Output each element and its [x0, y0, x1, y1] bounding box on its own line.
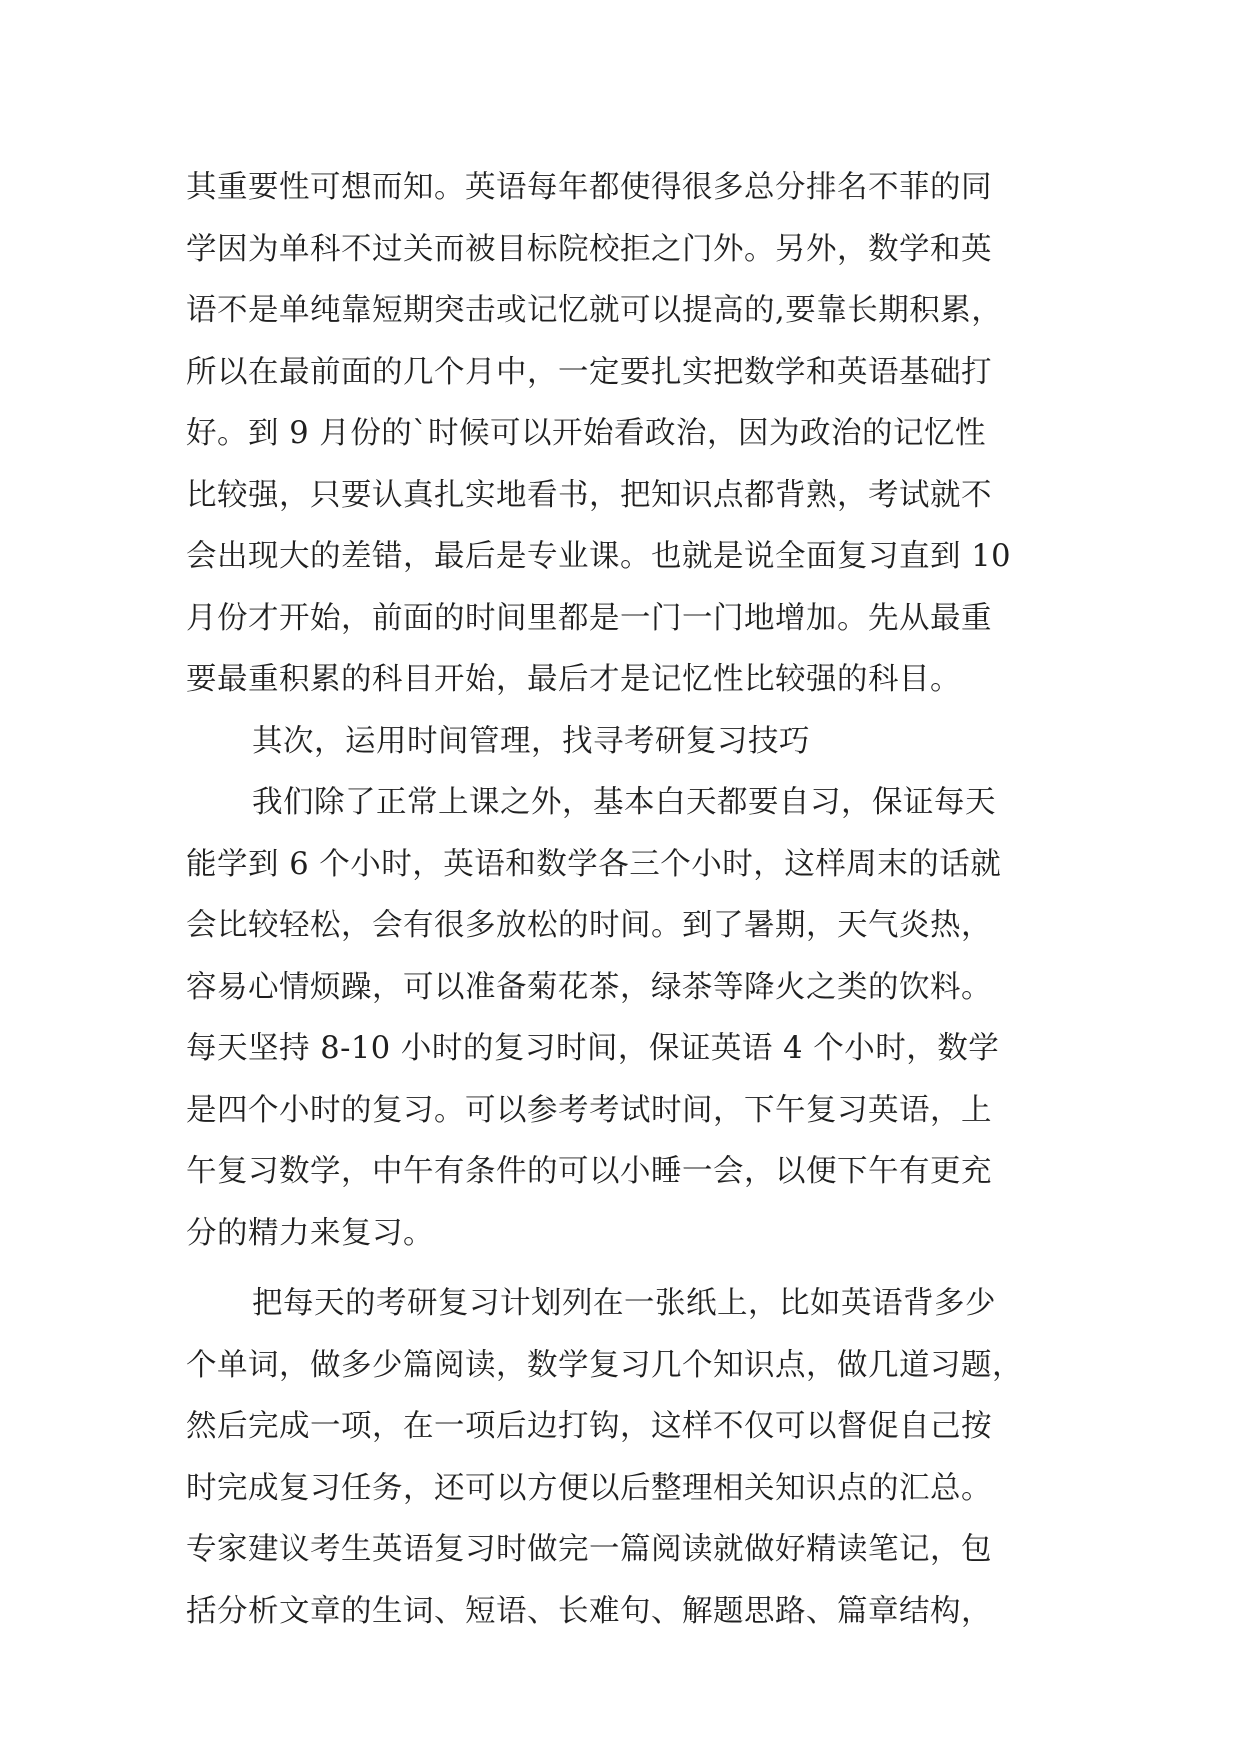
text-line: 要最重积累的科目开始，最后才是记忆性比较强的科目。: [186, 662, 961, 697]
text-line: 会出现大的差错，最后是专业课。也就是说全面复习直到 10: [186, 539, 1012, 574]
text-line: 其次，运用时间管理，找寻考研复习技巧: [252, 723, 810, 759]
text-line: 把每天的考研复习计划列在一张纸上，比如英语背多少: [252, 1286, 996, 1321]
text-line: 能学到 6 个小时，英语和数学各三个小时，这样周末的话就: [186, 846, 1002, 882]
text-line: 会比较轻松，会有很多放松的时间。到了暑期，天气炎热，: [186, 908, 992, 943]
text-line: 月份才开始，前面的时间里都是一门一门地增加。先从最重: [186, 600, 992, 636]
text-line: 每天坚持 8-10 小时的复习时间，保证英语 4 个小时，数学: [186, 1031, 1000, 1066]
text-line: 括分析文章的生词、短语、长难句、解题思路、篇章结构，: [186, 1593, 992, 1629]
text-line: 午复习数学，中午有条件的可以小睡一会，以便下午有更充: [186, 1154, 992, 1189]
text-line: 时完成复习任务，还可以方便以后整理相关知识点的汇总。: [186, 1470, 992, 1506]
text-line: 我们除了正常上课之外，基本白天都要自习，保证每天: [252, 785, 996, 820]
text-line: 是四个小时的复习。可以参考考试时间，下午复习英语，上: [186, 1092, 992, 1128]
text-line: 个单词，做多少篇阅读，数学复习几个知识点，做几道习题，: [186, 1347, 1023, 1383]
text-line: 比较强，只要认真扎实地看书，把知识点都背熟，考试就不: [186, 477, 992, 513]
text-line: 好。到 9 月份的`时候可以开始看政治，因为政治的记忆性: [186, 416, 987, 451]
text-line: 分的精力来复习。: [186, 1215, 434, 1251]
text-line: 其重要性可想而知。英语每年都使得很多总分排名不菲的同: [186, 170, 992, 205]
text-line: 所以在最前面的几个月中，一定要扎实把数学和英语基础打: [186, 354, 992, 390]
text-line: 学因为单科不过关而被目标院校拒之门外。另外，数学和英: [186, 231, 992, 267]
text-line: 语不是单纯靠短期突击或记忆就可以提高的,要靠长期积累，: [186, 293, 1003, 328]
text-line: 专家建议考生英语复习时做完一篇阅读就做好精读笔记，包: [186, 1532, 992, 1567]
document-body: [186, 157, 1086, 1642]
text-line: 然后完成一项，在一项后边打钩，这样不仅可以督促自己按: [186, 1409, 992, 1444]
text-line: 容易心情烦躁，可以准备菊花茶，绿茶等降火之类的饮料。: [186, 969, 992, 1005]
